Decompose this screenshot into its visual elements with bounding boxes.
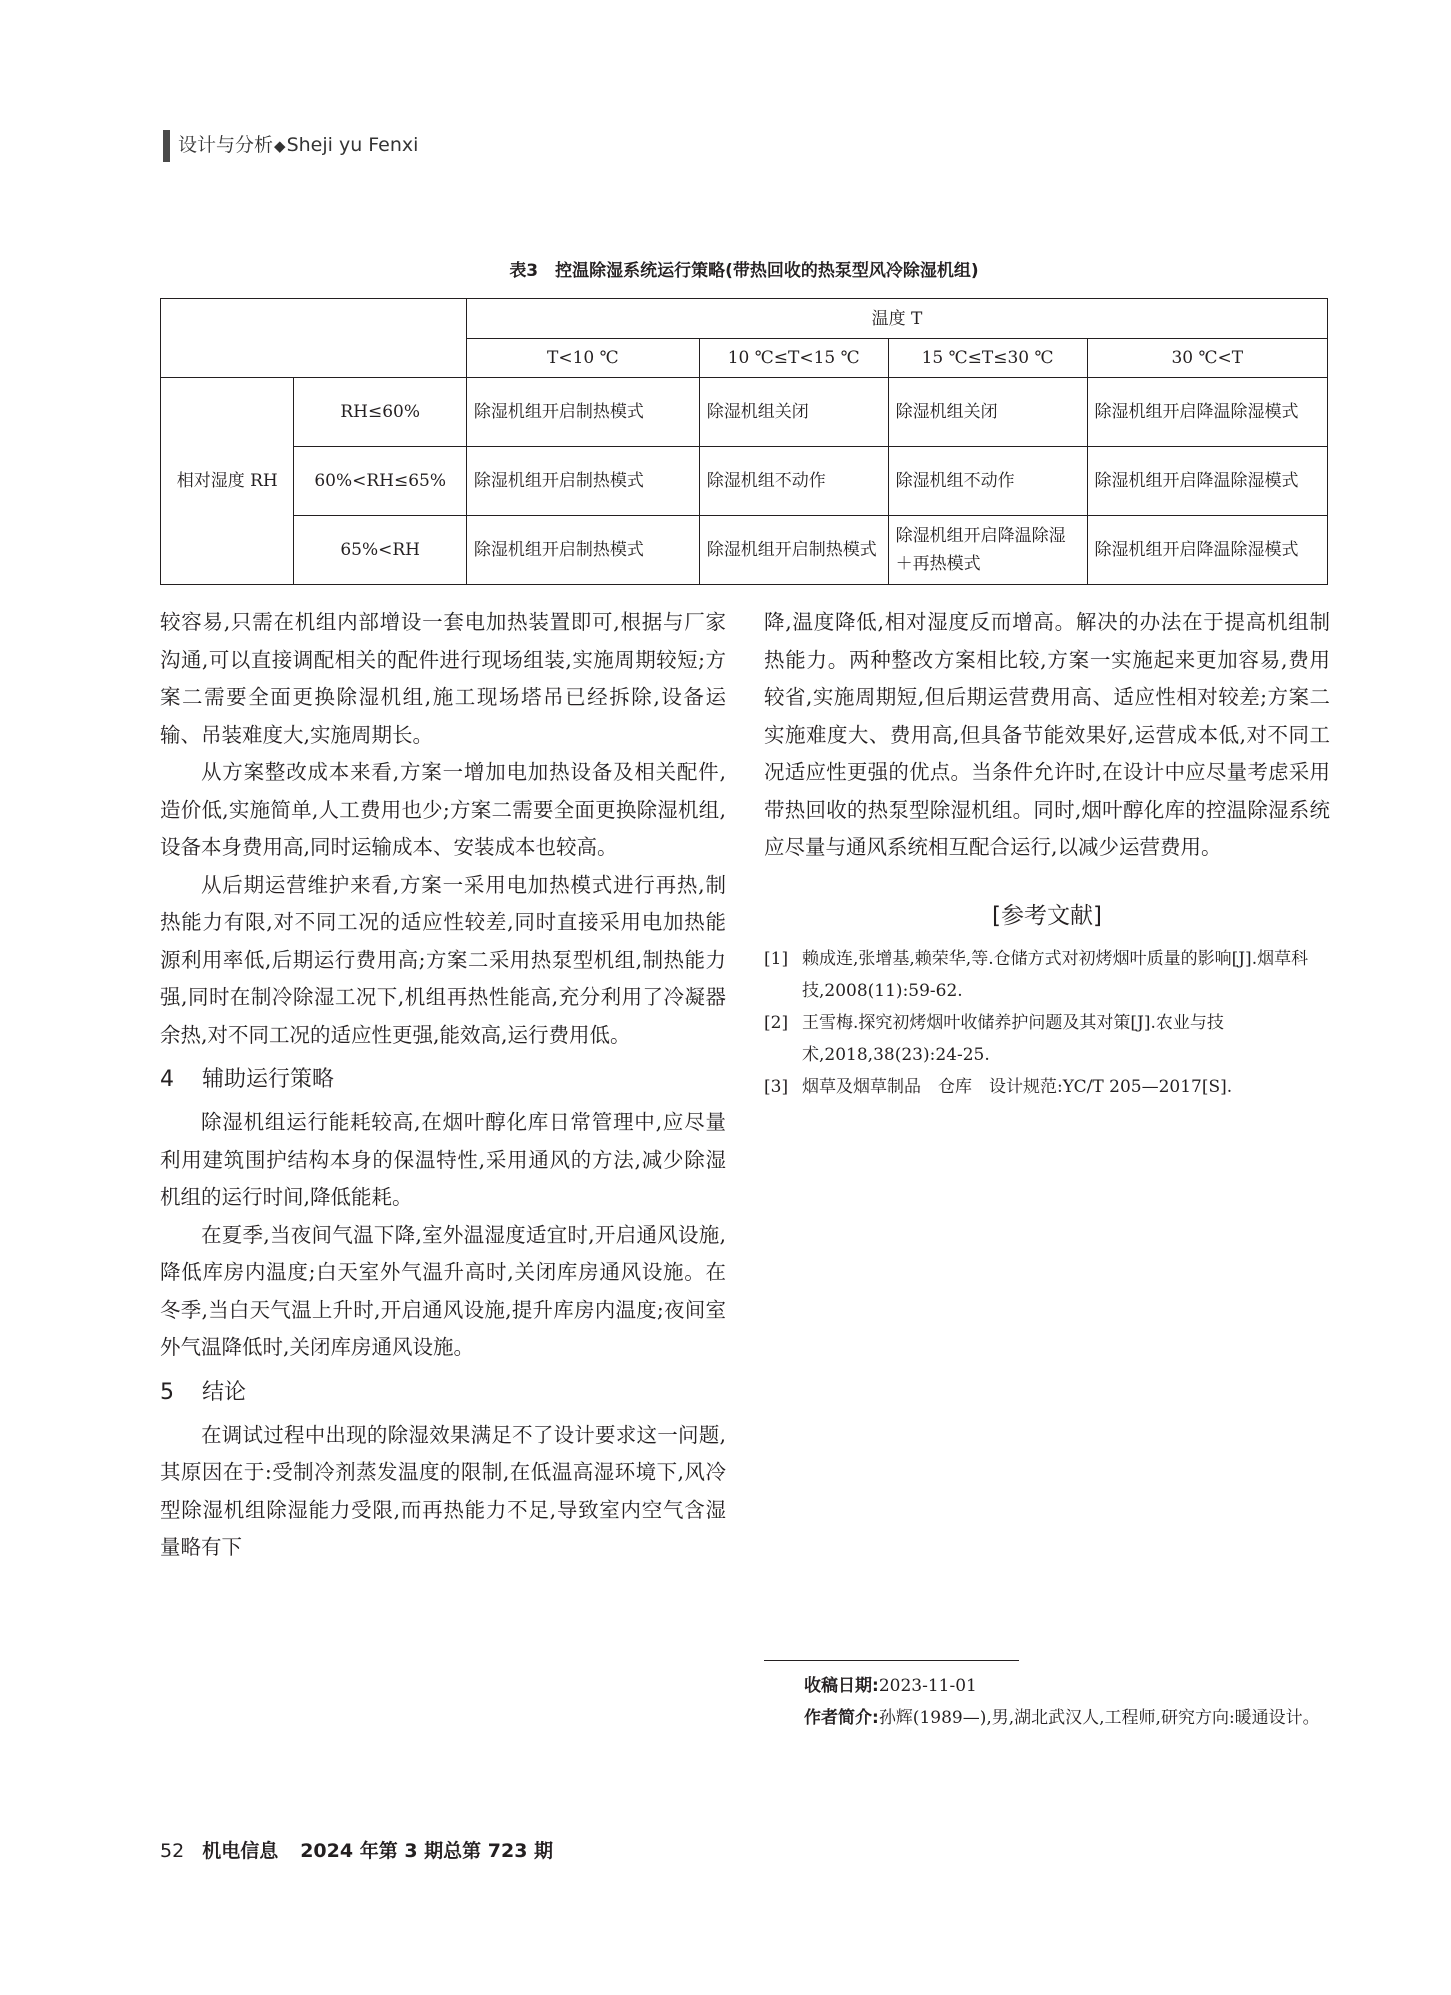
header-section-pinyin: Sheji yu Fenxi (286, 134, 419, 156)
temp-range-header: 30 ℃<T (1087, 339, 1327, 378)
table-cell: 除湿机组开启制热模式 (699, 516, 888, 585)
table-cell: 除湿机组开启降温除湿模式 (1087, 516, 1327, 585)
rh-range-label: 65%<RH (294, 516, 466, 585)
strategy-table (160, 298, 1328, 585)
section-number: 5 (160, 1379, 174, 1405)
reference-text: 王雪梅.探究初烤烟叶收储养护问题及其对策[J].农业与技术,2018,38(23):24-25. (802, 1012, 1224, 1065)
footnote (764, 1670, 1330, 1734)
temp-range-header: 10 ℃≤T<15 ℃ (699, 339, 888, 378)
reference-item (764, 943, 1330, 1007)
table-cell: 除湿机组开启制热模式 (466, 447, 699, 516)
references-title: [参考文献] (992, 902, 1102, 929)
body-paragraph: 在夏季,当夜间气温下降,室外温湿度适宜时,开启通风设施,降低库房内温度;白天室外气温升高时,关闭库房通风设施。在冬季,当白天气温上升时,开启通风设施,提升库房内温度;夜间室外气温降低时,关闭库房通风设施。 (160, 1222, 726, 1359)
table-cell: 除湿机组关闭 (888, 378, 1087, 447)
rh-range-label: RH≤60% (294, 378, 466, 447)
body-paragraph: 在调试过程中出现的除湿效果满足不了设计要求这一问题,其原因在于:受制冷剂蒸发温度的限制,在低温高湿环境下,风冷型除湿机组除湿能力受限,而再热能力不足,导致室内空气含湿量略有下 (160, 1422, 726, 1559)
section-heading-4 (160, 1060, 726, 1100)
body-paragraph: 较容易,只需在机组内部增设一套电加热装置即可,根据与厂家沟通,可以直接调配相关的配件进行现场组装,实施周期较短;方案二需要全面更换除湿机组,施工现场塔吊已经拆除,设备运输、吊装难度大,实施周期长。 (160, 610, 726, 747)
table-cell: 除湿机组开启制热模式 (466, 516, 699, 585)
right-column (764, 604, 1330, 1103)
received-value: 2023-11-01 (878, 1676, 977, 1696)
temp-range-header: 15 ℃≤T≤30 ℃ (888, 339, 1087, 378)
issue-info: 2024 年第 3 期总第 723 期 (300, 1840, 554, 1862)
temp-range-header: T<10 ℃ (466, 339, 699, 378)
table-cell: 除湿机组开启制热模式 (466, 378, 699, 447)
author-value: 孙辉(1989—),男,湖北武汉人,工程师,研究方向:暖通设计。 (878, 1708, 1320, 1728)
page-number: 52 (160, 1840, 185, 1862)
reference-item (764, 1071, 1330, 1103)
reference-number: [3] (764, 1076, 789, 1097)
journal-name: 机电信息 (202, 1840, 279, 1862)
table-cell: 除湿机组开启降温除湿模式 (1087, 378, 1327, 447)
reference-list (764, 943, 1330, 1103)
table-cell: 除湿机组开启降温除湿模式 (1087, 447, 1327, 516)
section-title: 结论 (202, 1379, 247, 1405)
rh-range-label: 60%<RH≤65% (294, 447, 466, 516)
page-footer (160, 1838, 553, 1864)
body-paragraph: 从方案整改成本来看,方案一增加电加热设备及相关配件,造价低,实施简单,人工费用也少;方案二需要全面更换除湿机组,设备本身费用高,同时运输成本、安装成本也较高。 (160, 760, 726, 859)
table-cell: 除湿机组关闭 (699, 378, 888, 447)
reference-number: [1] (764, 948, 789, 969)
table-cell: 除湿机组开启降温除湿＋再热模式 (888, 516, 1087, 585)
reference-text: 赖成连,张增基,赖荣华,等.仓储方式对初烤烟叶质量的影响[J].烟草科技,2008(11):59-62. (802, 948, 1309, 1001)
received-date (764, 1670, 1330, 1702)
author-bio (764, 1702, 1330, 1734)
left-column (160, 604, 726, 1567)
table-caption: 表3 控温除湿系统运行策略(带热回收的热泵型风冷除湿机组) (509, 261, 979, 281)
footnote-divider (764, 1660, 1019, 1661)
diamond-separator-icon: ◆ (274, 137, 286, 155)
running-header (178, 131, 418, 160)
reference-number: [2] (764, 1012, 789, 1033)
received-label: 收稿日期: (804, 1676, 879, 1696)
section-heading-5 (160, 1373, 726, 1413)
author-label: 作者简介: (804, 1708, 879, 1728)
table-cell: 除湿机组不动作 (888, 447, 1087, 516)
table-cell: 除湿机组不动作 (699, 447, 888, 516)
table-corner-cell (161, 299, 467, 378)
body-paragraph: 降,温度降低,相对湿度反而增高。解决的办法在于提高机组制热能力。两种整改方案相比较,方案一实施起来更加容易,费用较省,实施周期短,但后期运营费用高、适应性相对较差;方案二实施难度大、费用高,但具备节能效果好,运营成本低,对不同工况适应性更强的优点。当条件允许时,在设计中应尽量考虑采用带热回收的热泵型除湿机组。同时,烟叶醇化库的控温除湿系统应尽量与通风系统相互配合运行,以减少运营费用。 (764, 610, 1330, 859)
body-paragraph: 从后期运营维护来看,方案一采用电加热模式进行再热,制热能力有限,对不同工况的适应性较差,同时直接采用电加热能源利用率低,后期运行费用高;方案二采用热泵型机组,制热能力强,同时在制冷除湿工况下,机组再热性能高,充分利用了冷凝器余热,对不同工况的适应性更强,能效高,运行费用低。 (160, 872, 726, 1047)
reference-item (764, 1007, 1330, 1071)
humidity-group-header: 相对湿度 RH (161, 378, 294, 585)
reference-text: 烟草及烟草制品 仓库 设计规范:YC/T 205—2017[S]. (802, 1076, 1233, 1097)
header-accent-bar (163, 130, 170, 162)
body-paragraph: 除湿机组运行能耗较高,在烟叶醇化库日常管理中,应尽量利用建筑围护结构本身的保温特性,采用通风的方法,减少除湿机组的运行时间,降低能耗。 (160, 1110, 726, 1209)
header-section-cn: 设计与分析 (178, 134, 274, 156)
section-title: 辅助运行策略 (202, 1067, 335, 1092)
section-number: 4 (160, 1067, 174, 1092)
temperature-group-header: 温度 T (466, 299, 1327, 339)
